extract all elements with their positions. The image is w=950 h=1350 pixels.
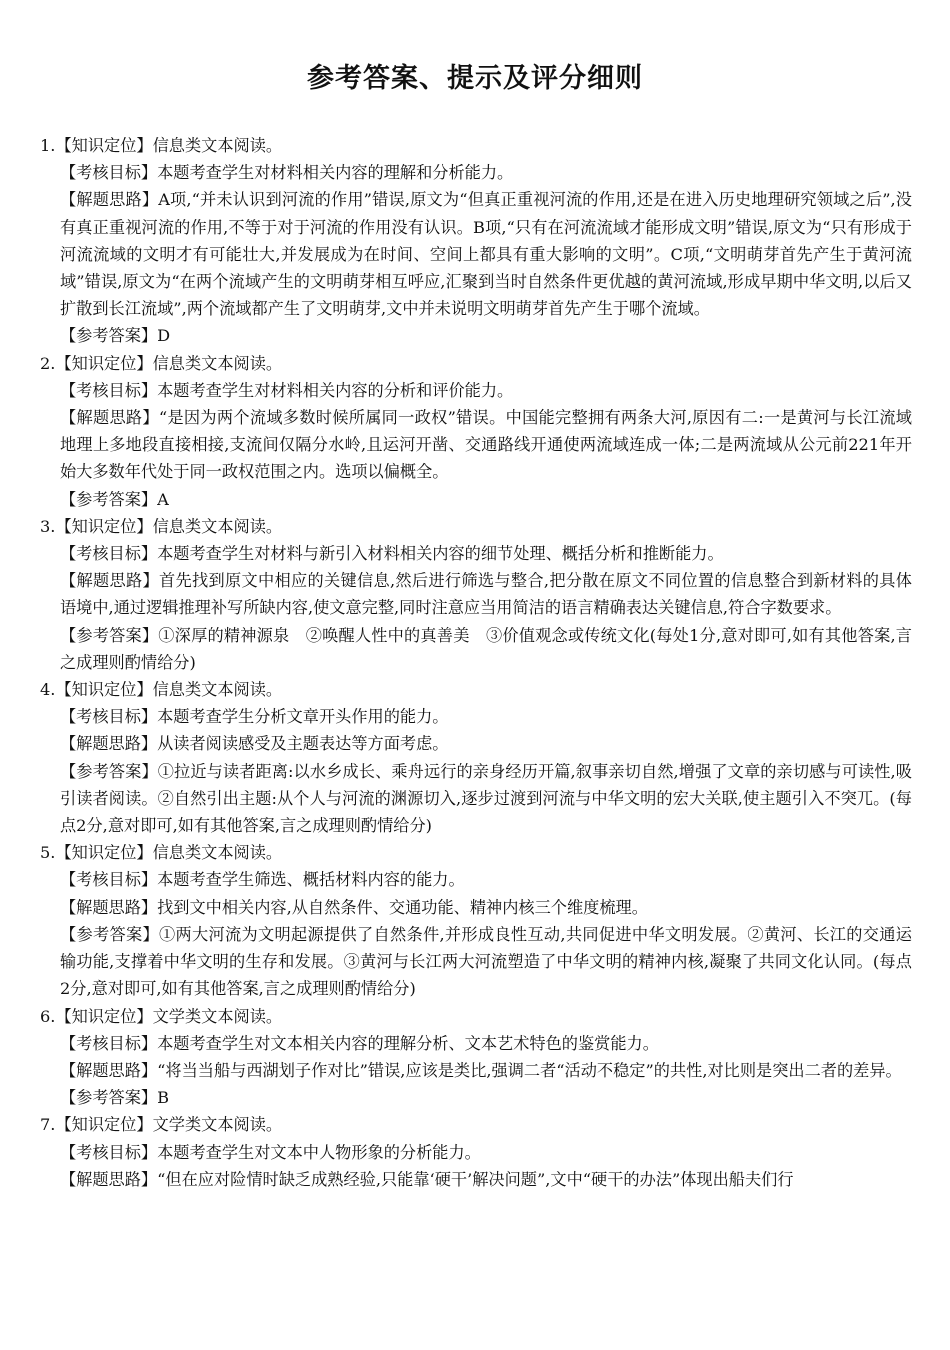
knowledge-line: 7.【知识定位】文学类文本阅读。 [40, 1111, 912, 1138]
answer-line: 【参考答案】①深厚的精神源泉 ②唤醒人性中的真善美 ③价值观念或传统文化(每处1分,意对即可,如有其他答案,言之成理则酌情给分) [60, 625, 912, 672]
question-block [40, 350, 912, 513]
target-line: 【考核目标】本题考查学生对材料相关内容的理解和分析能力。 [60, 163, 514, 183]
target-line: 【考核目标】本题考查学生对材料与新引入材料相关内容的细节处理、概括分析和推断能力。 [60, 544, 724, 564]
answer-line: 【参考答案】A [60, 489, 169, 509]
knowledge-line: 6.【知识定位】文学类文本阅读。 [40, 1003, 912, 1030]
target-line: 【考核目标】本题考查学生对材料相关内容的分析和评价能力。 [60, 380, 514, 400]
question-number: 6. [40, 1006, 56, 1026]
target-line: 【考核目标】本题考查学生对文本中人物形象的分析能力。 [60, 1142, 481, 1162]
question-block [40, 513, 912, 676]
target-line: 【考核目标】本题考查学生对文本相关内容的理解分析、文本艺术特色的鉴赏能力。 [60, 1033, 659, 1053]
question-block [40, 1111, 912, 1193]
knowledge-line: 3.【知识定位】信息类文本阅读。 [40, 513, 912, 540]
target-line: 【考核目标】本题考查学生分析文章开头作用的能力。 [60, 707, 449, 727]
approach-line: 【解题思路】首先找到原文中相应的关键信息,然后进行筛选与整合,把分散在原文不同位置的信息整合到新材料的具体语境中,通过逻辑推理补写所缺内容,使文意完整,同时注意应当用简洁的语言精确表达关键信息,符合字数要求。 [60, 571, 912, 618]
knowledge-line: 1.【知识定位】信息类文本阅读。 [40, 132, 912, 159]
question-block [40, 132, 912, 350]
page-title: 参考答案、提示及评分细则 [307, 63, 643, 94]
approach-line: 【解题思路】“将当当船与西湖划子作对比”错误,应该是类比,强调二者“活动不稳定”的共性,对比则是突出二者的差异。 [60, 1060, 902, 1080]
approach-line: 【解题思路】“是因为两个流域多数时候所属同一政权”错误。中国能完整拥有两条大河,原因有二:一是黄河与长江流域地理上多地段直接相接,支流间仅隔分水岭,且运河开凿、交通路线开通使两流域连成一体;二是两流域从公元前221年开始大多数年代处于同一政权范围之内。选项以偏概全。 [60, 408, 912, 482]
question-number: 5. [40, 843, 56, 863]
answer-line: 【参考答案】D [60, 326, 171, 346]
question-number: 4. [40, 680, 56, 700]
question-number: 2. [40, 353, 56, 373]
question-block [40, 676, 912, 839]
answer-line: 【参考答案】B [60, 1088, 170, 1108]
approach-line: 【解题思路】找到文中相关内容,从自然条件、交通功能、精神内核三个维度梳理。 [60, 897, 648, 917]
knowledge-line: 4.【知识定位】信息类文本阅读。 [40, 676, 912, 703]
answer-line: 【参考答案】①两大河流为文明起源提供了自然条件,并形成良性互动,共同促进中华文明发展。②黄河、长江的交通运输功能,支撑着中华文明的生存和发展。③黄河与长江两大河流塑造了中华文明的精神内核,凝聚了共同文化认同。(每点2分,意对即可,如有其他答案,言之成理则酌情给分) [60, 924, 912, 999]
approach-line: 【解题思路】从读者阅读感受及主题表达等方面考虑。 [60, 734, 449, 754]
question-block [40, 1003, 912, 1112]
question-number: 3. [40, 516, 56, 536]
answer-line: 【参考答案】①拉近与读者距离:以水乡成长、乘舟远行的亲身经历开篇,叙事亲切自然,增强了文章的亲切感与可读性,吸引读者阅读。②自然引出主题:从个人与河流的渊源切入,逐步过渡到河流与中华文明的宏大关联,使主题引入不突兀。(每点2分,意对即可,如有其他答案,言之成理则酌情给分) [60, 761, 912, 836]
knowledge-line: 2.【知识定位】信息类文本阅读。 [40, 350, 912, 377]
approach-line: 【解题思路】“但在应对险情时缺乏成熟经验,只能靠‘硬干’解决问题”,文中“硬干的办法”体现出船夫们行 [60, 1169, 794, 1189]
approach-line: 【解题思路】A项,“并未认识到河流的作用”错误,原文为“但真正重视河流的作用,还是在进入历史地理研究领域之后”,没有真正重视河流的作用,不等于对于河流的作用没有认识。B项,“只有在河流流域才能形成文明”错误,原文为“只有形成于河流流域的文明才有可能壮大,并发展成为在时间、空间上都具有重大影响的文明”。C项,“文明萌芽首先产生于黄河流域”错误,原文为“在两个流域产生的文明萌芽相互呼应,汇聚到当时自然条件更优越的黄河流域,形成早期中华文明,以后又扩散到长江流域”,两个流域都产生了文明萌芽,文中并未说明文明萌芽首先产生于哪个流域。 [60, 190, 912, 319]
knowledge-line: 5.【知识定位】信息类文本阅读。 [40, 839, 912, 866]
target-line: 【考核目标】本题考查学生筛选、概括材料内容的能力。 [60, 870, 465, 890]
question-number: 1. [40, 136, 56, 155]
answer-content [40, 132, 912, 1193]
question-block [40, 839, 912, 1002]
question-number: 7. [40, 1115, 56, 1135]
